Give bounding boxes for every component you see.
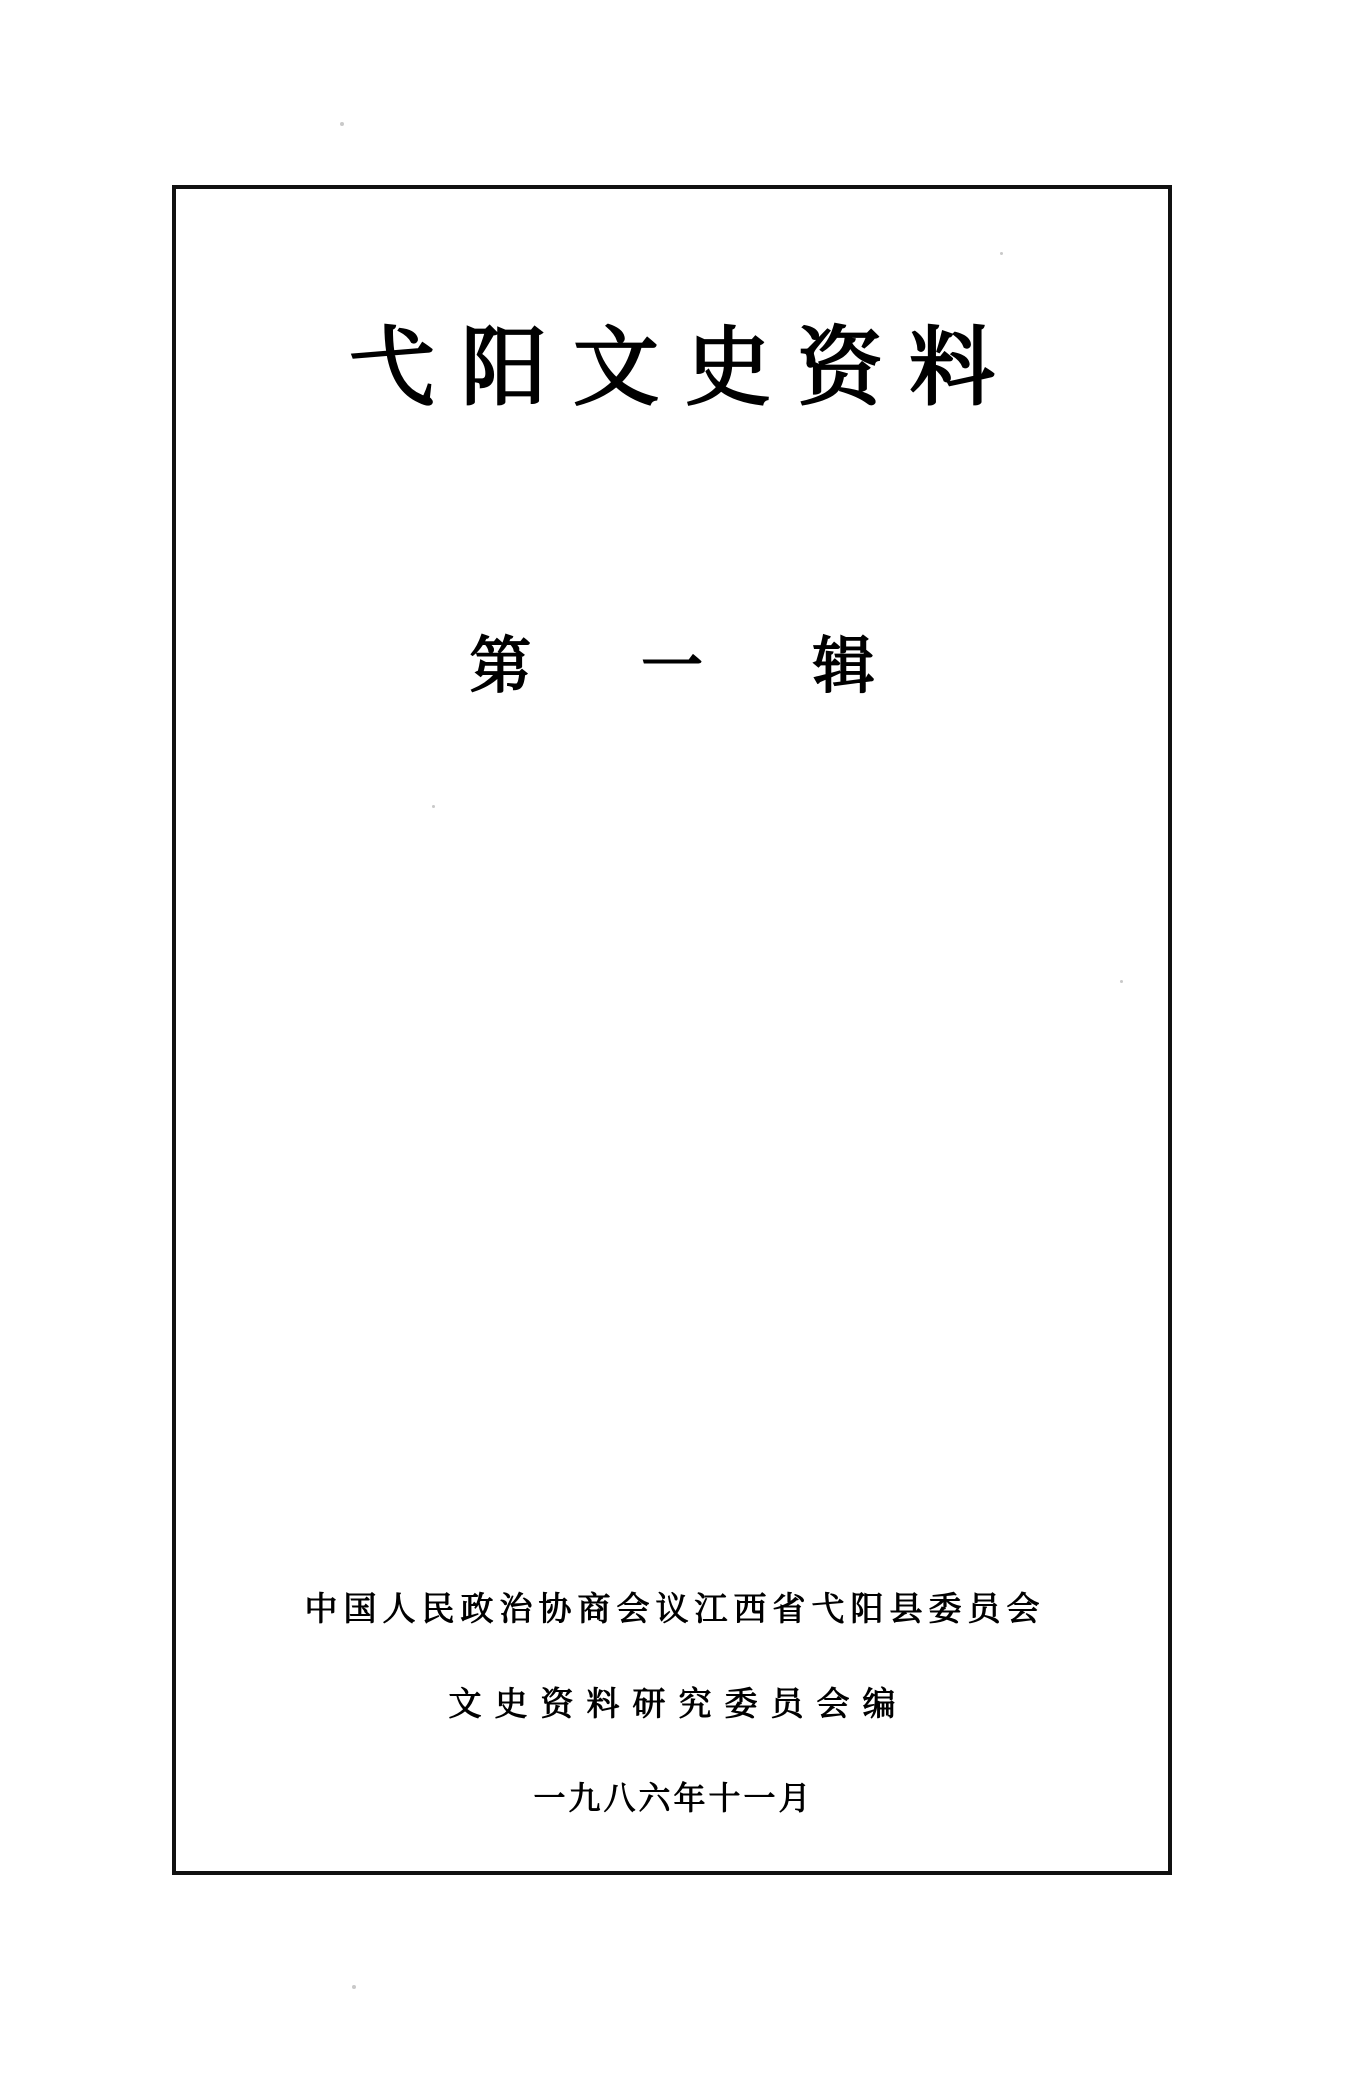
- cover-content: [176, 189, 1168, 1871]
- publisher-line-2: 文史资料研究委员会编: [448, 1684, 909, 1723]
- scan-speck: [1000, 252, 1003, 255]
- scan-speck: [352, 1985, 356, 1989]
- volume-label: 第 一 辑: [469, 629, 919, 702]
- publication-date: 一九八六年十一月: [533, 1779, 814, 1817]
- scan-speck: [340, 122, 344, 126]
- scan-speck: [1120, 980, 1123, 983]
- imprint-block: [176, 1583, 1168, 1819]
- publisher-line-1: 中国人民政治协商会议江西省弋阳县委员会: [304, 1589, 1046, 1628]
- page-title: 弋阳文史资料: [349, 318, 1021, 418]
- scan-speck: [432, 805, 435, 808]
- cover-border-frame: [172, 185, 1172, 1875]
